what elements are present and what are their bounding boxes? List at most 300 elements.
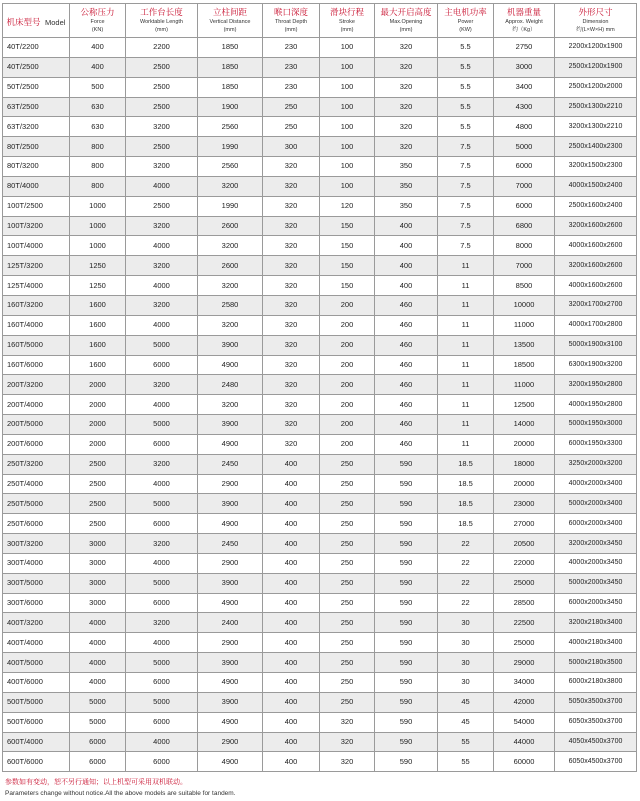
table-row [3, 295, 637, 315]
cell-dimension: 6000x1950x3300 [555, 434, 637, 454]
cell-dimension: 4050x4500x3700 [555, 732, 637, 752]
cell-stroke: 150 [320, 216, 375, 236]
table-row [3, 157, 637, 177]
cell-throat-depth: 320 [263, 236, 320, 256]
cell-weight: 14000 [494, 415, 555, 435]
cell-worktable-length: 5000 [126, 335, 198, 355]
cell-model: 40T/2200 [3, 38, 70, 58]
cell-model: 200T/6000 [3, 434, 70, 454]
cell-throat-depth: 230 [263, 38, 320, 58]
cell-worktable-length: 5000 [126, 573, 198, 593]
cell-max-opening: 590 [375, 494, 438, 514]
cell-throat-depth: 400 [263, 692, 320, 712]
cell-max-opening: 590 [375, 712, 438, 732]
cell-power: 18.5 [438, 454, 494, 474]
cell-power: 18.5 [438, 514, 494, 534]
cell-stroke: 200 [320, 355, 375, 375]
cell-vertical-distance: 4900 [198, 355, 263, 375]
header-vertical-distance [198, 4, 263, 38]
table-row [3, 633, 637, 653]
cell-force: 500 [70, 77, 126, 97]
cell-force: 1000 [70, 216, 126, 236]
cell-throat-depth: 400 [263, 534, 320, 554]
cell-worktable-length: 3200 [126, 117, 198, 137]
cell-stroke: 100 [320, 57, 375, 77]
cell-power: 22 [438, 573, 494, 593]
cell-max-opening: 590 [375, 534, 438, 554]
cell-vertical-distance: 1990 [198, 196, 263, 216]
header-unit: (mm) [223, 26, 237, 33]
cell-weight: 44000 [494, 732, 555, 752]
cell-max-opening: 590 [375, 573, 438, 593]
cell-dimension: 2200x1200x1900 [555, 38, 637, 58]
header-unit: (mm) [284, 26, 298, 33]
table-row [3, 355, 637, 375]
cell-weight: 22000 [494, 553, 555, 573]
cell-stroke: 250 [320, 534, 375, 554]
cell-force: 1600 [70, 335, 126, 355]
cell-stroke: 100 [320, 137, 375, 157]
cell-vertical-distance: 3200 [198, 395, 263, 415]
cell-force: 6000 [70, 752, 126, 772]
cell-power: 7.5 [438, 137, 494, 157]
cell-model: 80T/3200 [3, 157, 70, 177]
table-row [3, 97, 637, 117]
cell-throat-depth: 400 [263, 673, 320, 693]
table-row [3, 454, 637, 474]
cell-stroke: 200 [320, 295, 375, 315]
cell-model: 250T/3200 [3, 454, 70, 474]
cell-model: 160T/4000 [3, 315, 70, 335]
cell-power: 45 [438, 712, 494, 732]
table-row [3, 474, 637, 494]
table-row [3, 137, 637, 157]
cell-force: 6000 [70, 732, 126, 752]
header-en: Power [457, 18, 474, 25]
cell-weight: 60000 [494, 752, 555, 772]
cell-throat-depth: 250 [263, 117, 320, 137]
cell-power: 5.5 [438, 117, 494, 137]
cell-power: 5.5 [438, 97, 494, 117]
cell-dimension: 2500x1200x2000 [555, 77, 637, 97]
cell-stroke: 250 [320, 514, 375, 534]
cell-power: 18.5 [438, 474, 494, 494]
cell-max-opening: 590 [375, 553, 438, 573]
header-throat-depth [263, 4, 320, 38]
cell-weight: 13500 [494, 335, 555, 355]
cell-force: 1000 [70, 236, 126, 256]
cell-power: 7.5 [438, 236, 494, 256]
cell-model: 300T/3200 [3, 534, 70, 554]
table-row [3, 653, 637, 673]
cell-model: 160T/5000 [3, 335, 70, 355]
table-row [3, 553, 637, 573]
cell-model: 80T/4000 [3, 176, 70, 196]
cell-weight: 42000 [494, 692, 555, 712]
cell-model: 100T/2500 [3, 196, 70, 216]
cell-max-opening: 400 [375, 236, 438, 256]
cell-throat-depth: 320 [263, 216, 320, 236]
cell-weight: 20000 [494, 474, 555, 494]
cell-max-opening: 590 [375, 633, 438, 653]
table-row [3, 613, 637, 633]
cell-vertical-distance: 3900 [198, 415, 263, 435]
cell-weight: 34000 [494, 673, 555, 693]
cell-dimension: 2500x1600x2400 [555, 196, 637, 216]
cell-power: 11 [438, 335, 494, 355]
cell-weight: 23000 [494, 494, 555, 514]
cell-stroke: 250 [320, 573, 375, 593]
table-row [3, 573, 637, 593]
cell-force: 2500 [70, 514, 126, 534]
table-row [3, 196, 637, 216]
cell-worktable-length: 6000 [126, 355, 198, 375]
cell-weight: 11000 [494, 315, 555, 335]
cell-weight: 11000 [494, 375, 555, 395]
cell-power: 55 [438, 732, 494, 752]
cell-model: 400T/3200 [3, 613, 70, 633]
cell-worktable-length: 4000 [126, 176, 198, 196]
cell-model: 100T/4000 [3, 236, 70, 256]
cell-throat-depth: 320 [263, 176, 320, 196]
cell-weight: 22500 [494, 613, 555, 633]
cell-vertical-distance: 3200 [198, 176, 263, 196]
cell-max-opening: 350 [375, 157, 438, 177]
cell-vertical-distance: 2450 [198, 534, 263, 554]
cell-throat-depth: 320 [263, 335, 320, 355]
cell-max-opening: 590 [375, 673, 438, 693]
cell-throat-depth: 400 [263, 553, 320, 573]
cell-force: 3000 [70, 534, 126, 554]
cell-worktable-length: 4000 [126, 474, 198, 494]
cell-power: 11 [438, 355, 494, 375]
cell-model: 250T/5000 [3, 494, 70, 514]
header-cn: 最大开启高度 [380, 7, 432, 18]
cell-dimension: 2500x1200x1900 [555, 57, 637, 77]
cell-worktable-length: 3200 [126, 157, 198, 177]
cell-worktable-length: 6000 [126, 514, 198, 534]
cell-model: 50T/2500 [3, 77, 70, 97]
cell-worktable-length: 4000 [126, 395, 198, 415]
cell-throat-depth: 320 [263, 295, 320, 315]
cell-stroke: 320 [320, 712, 375, 732]
cell-stroke: 250 [320, 454, 375, 474]
table-row [3, 415, 637, 435]
cell-vertical-distance: 1850 [198, 57, 263, 77]
table-row [3, 375, 637, 395]
cell-vertical-distance: 3200 [198, 276, 263, 296]
cell-force: 800 [70, 176, 126, 196]
cell-vertical-distance: 1990 [198, 137, 263, 157]
cell-max-opening: 320 [375, 38, 438, 58]
cell-stroke: 100 [320, 77, 375, 97]
cell-model: 300T/5000 [3, 573, 70, 593]
cell-worktable-length: 6000 [126, 593, 198, 613]
cell-power: 30 [438, 673, 494, 693]
cell-throat-depth: 230 [263, 77, 320, 97]
cell-worktable-length: 4000 [126, 732, 198, 752]
cell-throat-depth: 400 [263, 653, 320, 673]
cell-force: 1000 [70, 196, 126, 216]
cell-worktable-length: 6000 [126, 712, 198, 732]
cell-worktable-length: 4000 [126, 633, 198, 653]
cell-power: 55 [438, 752, 494, 772]
cell-weight: 27000 [494, 514, 555, 534]
cell-weight: 4300 [494, 97, 555, 117]
cell-dimension: 5000x1950x3000 [555, 415, 637, 435]
header-force [70, 4, 126, 38]
cell-throat-depth: 400 [263, 514, 320, 534]
cell-stroke: 200 [320, 315, 375, 335]
cell-stroke: 200 [320, 375, 375, 395]
cell-weight: 2750 [494, 38, 555, 58]
cell-vertical-distance: 2900 [198, 732, 263, 752]
cell-worktable-length: 6000 [126, 752, 198, 772]
cell-weight: 20000 [494, 434, 555, 454]
cell-power: 5.5 [438, 57, 494, 77]
cell-dimension: 6050x3500x3700 [555, 712, 637, 732]
header-en: Approx. Weight [505, 18, 543, 25]
table-row [3, 38, 637, 58]
cell-vertical-distance: 2450 [198, 454, 263, 474]
cell-dimension: 5000x2180x3500 [555, 653, 637, 673]
cell-power: 30 [438, 613, 494, 633]
cell-max-opening: 460 [375, 375, 438, 395]
footnote-cn: 参数如有变动，恕不另行通知；以上机型可采用双机联动。 [5, 778, 187, 786]
cell-power: 11 [438, 395, 494, 415]
cell-stroke: 150 [320, 276, 375, 296]
cell-dimension: 3200x2180x3400 [555, 613, 637, 633]
cell-weight: 20500 [494, 534, 555, 554]
cell-stroke: 320 [320, 752, 375, 772]
cell-worktable-length: 2500 [126, 97, 198, 117]
cell-throat-depth: 400 [263, 613, 320, 633]
cell-throat-depth: 400 [263, 593, 320, 613]
cell-power: 7.5 [438, 157, 494, 177]
table-row [3, 176, 637, 196]
cell-dimension: 5000x2000x3450 [555, 573, 637, 593]
cell-stroke: 100 [320, 38, 375, 58]
cell-dimension: 3200x1300x2210 [555, 117, 637, 137]
cell-stroke: 150 [320, 256, 375, 276]
cell-vertical-distance: 3900 [198, 692, 263, 712]
cell-stroke: 250 [320, 613, 375, 633]
cell-weight: 6000 [494, 196, 555, 216]
cell-power: 11 [438, 276, 494, 296]
header-power [438, 4, 494, 38]
cell-force: 400 [70, 38, 126, 58]
cell-dimension: 5000x2000x3400 [555, 494, 637, 514]
cell-force: 2000 [70, 375, 126, 395]
cell-model: 250T/6000 [3, 514, 70, 534]
table-row [3, 593, 637, 613]
table-header [3, 4, 637, 38]
cell-max-opening: 460 [375, 335, 438, 355]
cell-model: 80T/2500 [3, 137, 70, 157]
cell-dimension: 4000x2000x3450 [555, 553, 637, 573]
cell-max-opening: 460 [375, 295, 438, 315]
cell-dimension: 3200x1700x2700 [555, 295, 637, 315]
cell-weight: 6000 [494, 157, 555, 177]
cell-weight: 18500 [494, 355, 555, 375]
cell-dimension: 5000x1900x3100 [555, 335, 637, 355]
cell-power: 7.5 [438, 216, 494, 236]
header-max-opening [375, 4, 438, 38]
cell-max-opening: 590 [375, 692, 438, 712]
cell-max-opening: 400 [375, 256, 438, 276]
cell-vertical-distance: 2480 [198, 375, 263, 395]
cell-weight: 28500 [494, 593, 555, 613]
table-row [3, 216, 637, 236]
table-row [3, 77, 637, 97]
cell-power: 7.5 [438, 196, 494, 216]
header-unit: 约(L×W×H) mm [576, 26, 615, 33]
cell-dimension: 3200x1600x2600 [555, 256, 637, 276]
header-cn: 工作台长度 [140, 7, 183, 18]
cell-power: 18.5 [438, 494, 494, 514]
cell-throat-depth: 320 [263, 256, 320, 276]
cell-vertical-distance: 4900 [198, 752, 263, 772]
cell-throat-depth: 320 [263, 434, 320, 454]
header-en: Force [90, 18, 105, 25]
cell-weight: 4800 [494, 117, 555, 137]
cell-weight: 12500 [494, 395, 555, 415]
cell-force: 2000 [70, 395, 126, 415]
cell-power: 22 [438, 534, 494, 554]
table-row [3, 494, 637, 514]
cell-dimension: 2500x1300x2210 [555, 97, 637, 117]
cell-model: 160T/3200 [3, 295, 70, 315]
cell-vertical-distance: 2600 [198, 256, 263, 276]
cell-max-opening: 590 [375, 732, 438, 752]
cell-model: 300T/6000 [3, 593, 70, 613]
cell-max-opening: 590 [375, 454, 438, 474]
cell-max-opening: 460 [375, 434, 438, 454]
cell-power: 11 [438, 375, 494, 395]
cell-worktable-length: 3200 [126, 454, 198, 474]
cell-model: 40T/2500 [3, 57, 70, 77]
cell-max-opening: 590 [375, 514, 438, 534]
cell-force: 1600 [70, 315, 126, 335]
cell-worktable-length: 4000 [126, 553, 198, 573]
cell-max-opening: 320 [375, 117, 438, 137]
cell-force: 800 [70, 157, 126, 177]
cell-max-opening: 590 [375, 613, 438, 633]
cell-force: 3000 [70, 593, 126, 613]
cell-dimension: 6050x4500x3700 [555, 752, 637, 772]
cell-max-opening: 590 [375, 653, 438, 673]
cell-weight: 54000 [494, 712, 555, 732]
cell-force: 2000 [70, 434, 126, 454]
cell-weight: 29000 [494, 653, 555, 673]
cell-force: 5000 [70, 712, 126, 732]
spec-table [2, 3, 637, 772]
cell-dimension: 6000x2180x3800 [555, 673, 637, 693]
cell-max-opening: 400 [375, 276, 438, 296]
cell-stroke: 100 [320, 157, 375, 177]
cell-stroke: 200 [320, 335, 375, 355]
cell-stroke: 100 [320, 117, 375, 137]
cell-model: 600T/4000 [3, 732, 70, 752]
cell-worktable-length: 5000 [126, 653, 198, 673]
cell-vertical-distance: 2900 [198, 474, 263, 494]
table-row [3, 335, 637, 355]
header-unit: (mm) [399, 26, 413, 33]
cell-dimension: 4000x1600x2600 [555, 276, 637, 296]
header-row [3, 4, 637, 38]
cell-dimension: 4000x1600x2600 [555, 236, 637, 256]
cell-weight: 7000 [494, 176, 555, 196]
cell-force: 630 [70, 117, 126, 137]
cell-worktable-length: 2500 [126, 196, 198, 216]
table-row [3, 395, 637, 415]
cell-dimension: 3200x1500x2300 [555, 157, 637, 177]
table-row [3, 276, 637, 296]
cell-max-opening: 320 [375, 137, 438, 157]
cell-throat-depth: 320 [263, 415, 320, 435]
cell-worktable-length: 2500 [126, 57, 198, 77]
cell-force: 4000 [70, 653, 126, 673]
table-row [3, 752, 637, 772]
table-row [3, 315, 637, 335]
cell-force: 3000 [70, 573, 126, 593]
cell-vertical-distance: 2400 [198, 613, 263, 633]
cell-throat-depth: 400 [263, 474, 320, 494]
cell-dimension: 6000x2000x3400 [555, 514, 637, 534]
cell-throat-depth: 320 [263, 355, 320, 375]
cell-worktable-length: 2500 [126, 137, 198, 157]
table-row [3, 514, 637, 534]
cell-model: 200T/3200 [3, 375, 70, 395]
header-cn: 主电机功率 [444, 7, 487, 18]
cell-model: 63T/2500 [3, 97, 70, 117]
cell-throat-depth: 250 [263, 97, 320, 117]
cell-max-opening: 350 [375, 176, 438, 196]
cell-max-opening: 460 [375, 395, 438, 415]
header-cn: 喉口深度 [273, 7, 308, 18]
cell-vertical-distance: 2580 [198, 295, 263, 315]
cell-throat-depth: 320 [263, 276, 320, 296]
cell-worktable-length: 5000 [126, 494, 198, 514]
cell-force: 2500 [70, 454, 126, 474]
cell-weight: 8000 [494, 236, 555, 256]
header-model-cn: 机床型号 [6, 17, 41, 28]
header-en: Stroke [339, 18, 355, 25]
cell-power: 11 [438, 295, 494, 315]
cell-weight: 7000 [494, 256, 555, 276]
cell-force: 1250 [70, 256, 126, 276]
cell-model: 400T/5000 [3, 653, 70, 673]
cell-force: 1600 [70, 355, 126, 375]
cell-worktable-length: 5000 [126, 692, 198, 712]
cell-vertical-distance: 4900 [198, 514, 263, 534]
cell-force: 2000 [70, 415, 126, 435]
cell-weight: 25000 [494, 633, 555, 653]
cell-dimension: 6000x2000x3450 [555, 593, 637, 613]
cell-weight: 6800 [494, 216, 555, 236]
header-cn: 公称压力 [80, 7, 115, 18]
header-unit: 约（Kg） [512, 26, 536, 33]
header-unit: (mm) [155, 26, 168, 33]
cell-model: 200T/4000 [3, 395, 70, 415]
cell-worktable-length: 4000 [126, 315, 198, 335]
cell-max-opening: 460 [375, 315, 438, 335]
cell-vertical-distance: 1850 [198, 38, 263, 58]
table-row [3, 434, 637, 454]
cell-power: 5.5 [438, 38, 494, 58]
cell-stroke: 320 [320, 732, 375, 752]
cell-model: 160T/6000 [3, 355, 70, 375]
